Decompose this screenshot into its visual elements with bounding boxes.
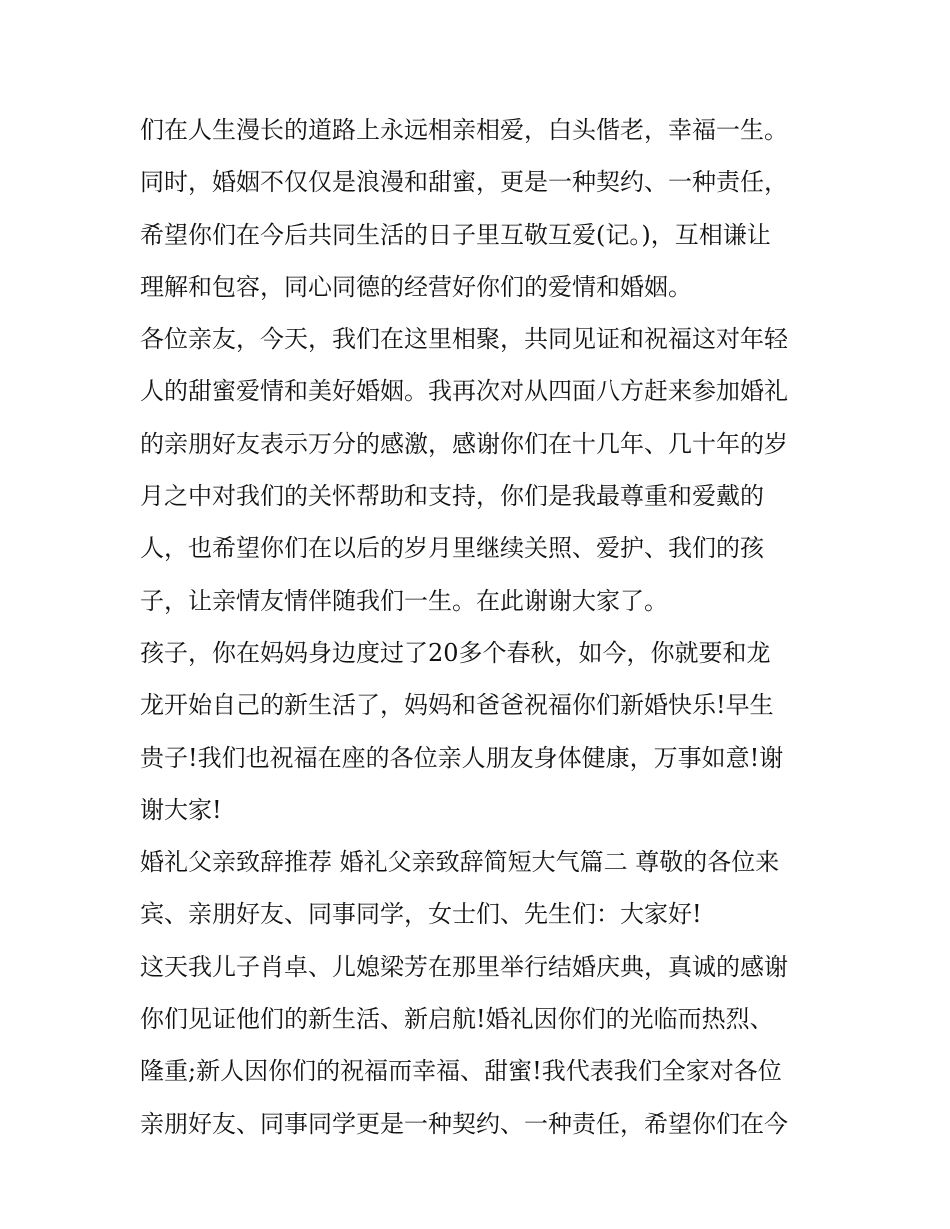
text-line: 的亲朋好友表示万分的感激，感谢你们在十几年、几十年的岁 <box>140 429 788 458</box>
text-line: 婚礼父亲致辞推荐 婚礼父亲致辞简短大气篇二 尊敬的各位来 <box>140 848 780 877</box>
text-line: 人的甜蜜爱情和美好婚姻。我再次对从四面八方赶来参加婚礼 <box>140 377 788 406</box>
text-line: 们在人生漫长的道路上永远相亲相爱，白头偕老，幸福一生。 <box>140 116 788 144</box>
text-line: 各位亲友，今天，我们在这里相聚，共同见证和祝福这对年轻 <box>140 325 788 354</box>
document-page <box>140 104 820 1150</box>
text-line: 同时，婚姻不仅仅是浪漫和甜蜜，更是一种契约、一种责任， <box>140 168 788 197</box>
text-line: 贵子!我们也祝福在座的各位亲人朋友身体健康，万事如意!谢 <box>140 743 784 772</box>
text-line: 理解和包容，同心同德的经营好你们的爱情和婚姻。 <box>140 272 692 301</box>
text-line: 谢大家! <box>140 795 222 824</box>
text-line: 你们见证他们的新生活、新启航!婚礼因你们的光临而热烈、 <box>140 1005 774 1034</box>
text-line: 人，也希望你们在以后的岁月里继续关照、爱护、我们的孩 <box>140 534 764 563</box>
text-line: 希望你们在今后共同生活的日子里互敬互爱(记。)，互相谦让 <box>140 220 771 249</box>
text-line: 这天我儿子肖卓、儿媳梁芳在那里举行结婚庆典，真诚的感谢 <box>140 952 788 981</box>
text-line: 隆重;新人因你们的祝福而幸福、甜蜜!我代表我们全家对各位 <box>140 1057 782 1086</box>
text-line: 龙开始自己的新生活了，妈妈和爸爸祝福你们新婚快乐!早生 <box>140 691 774 720</box>
text-line: 亲朋好友、同事同学更是一种契约、一种责任，希望你们在今 <box>140 1109 788 1138</box>
text-line: 孩子，你在妈妈身边度过了20多个春秋，如今，你就要和龙 <box>140 638 771 667</box>
text-line: 子，让亲情友情伴随我们一生。在此谢谢大家了。 <box>140 586 668 615</box>
text-line: 宾、亲朋好友、同事同学，女士们、先生们：大家好! <box>140 900 702 929</box>
text-line: 月之中对我们的关怀帮助和支持，你们是我最尊重和爱戴的 <box>140 482 764 511</box>
